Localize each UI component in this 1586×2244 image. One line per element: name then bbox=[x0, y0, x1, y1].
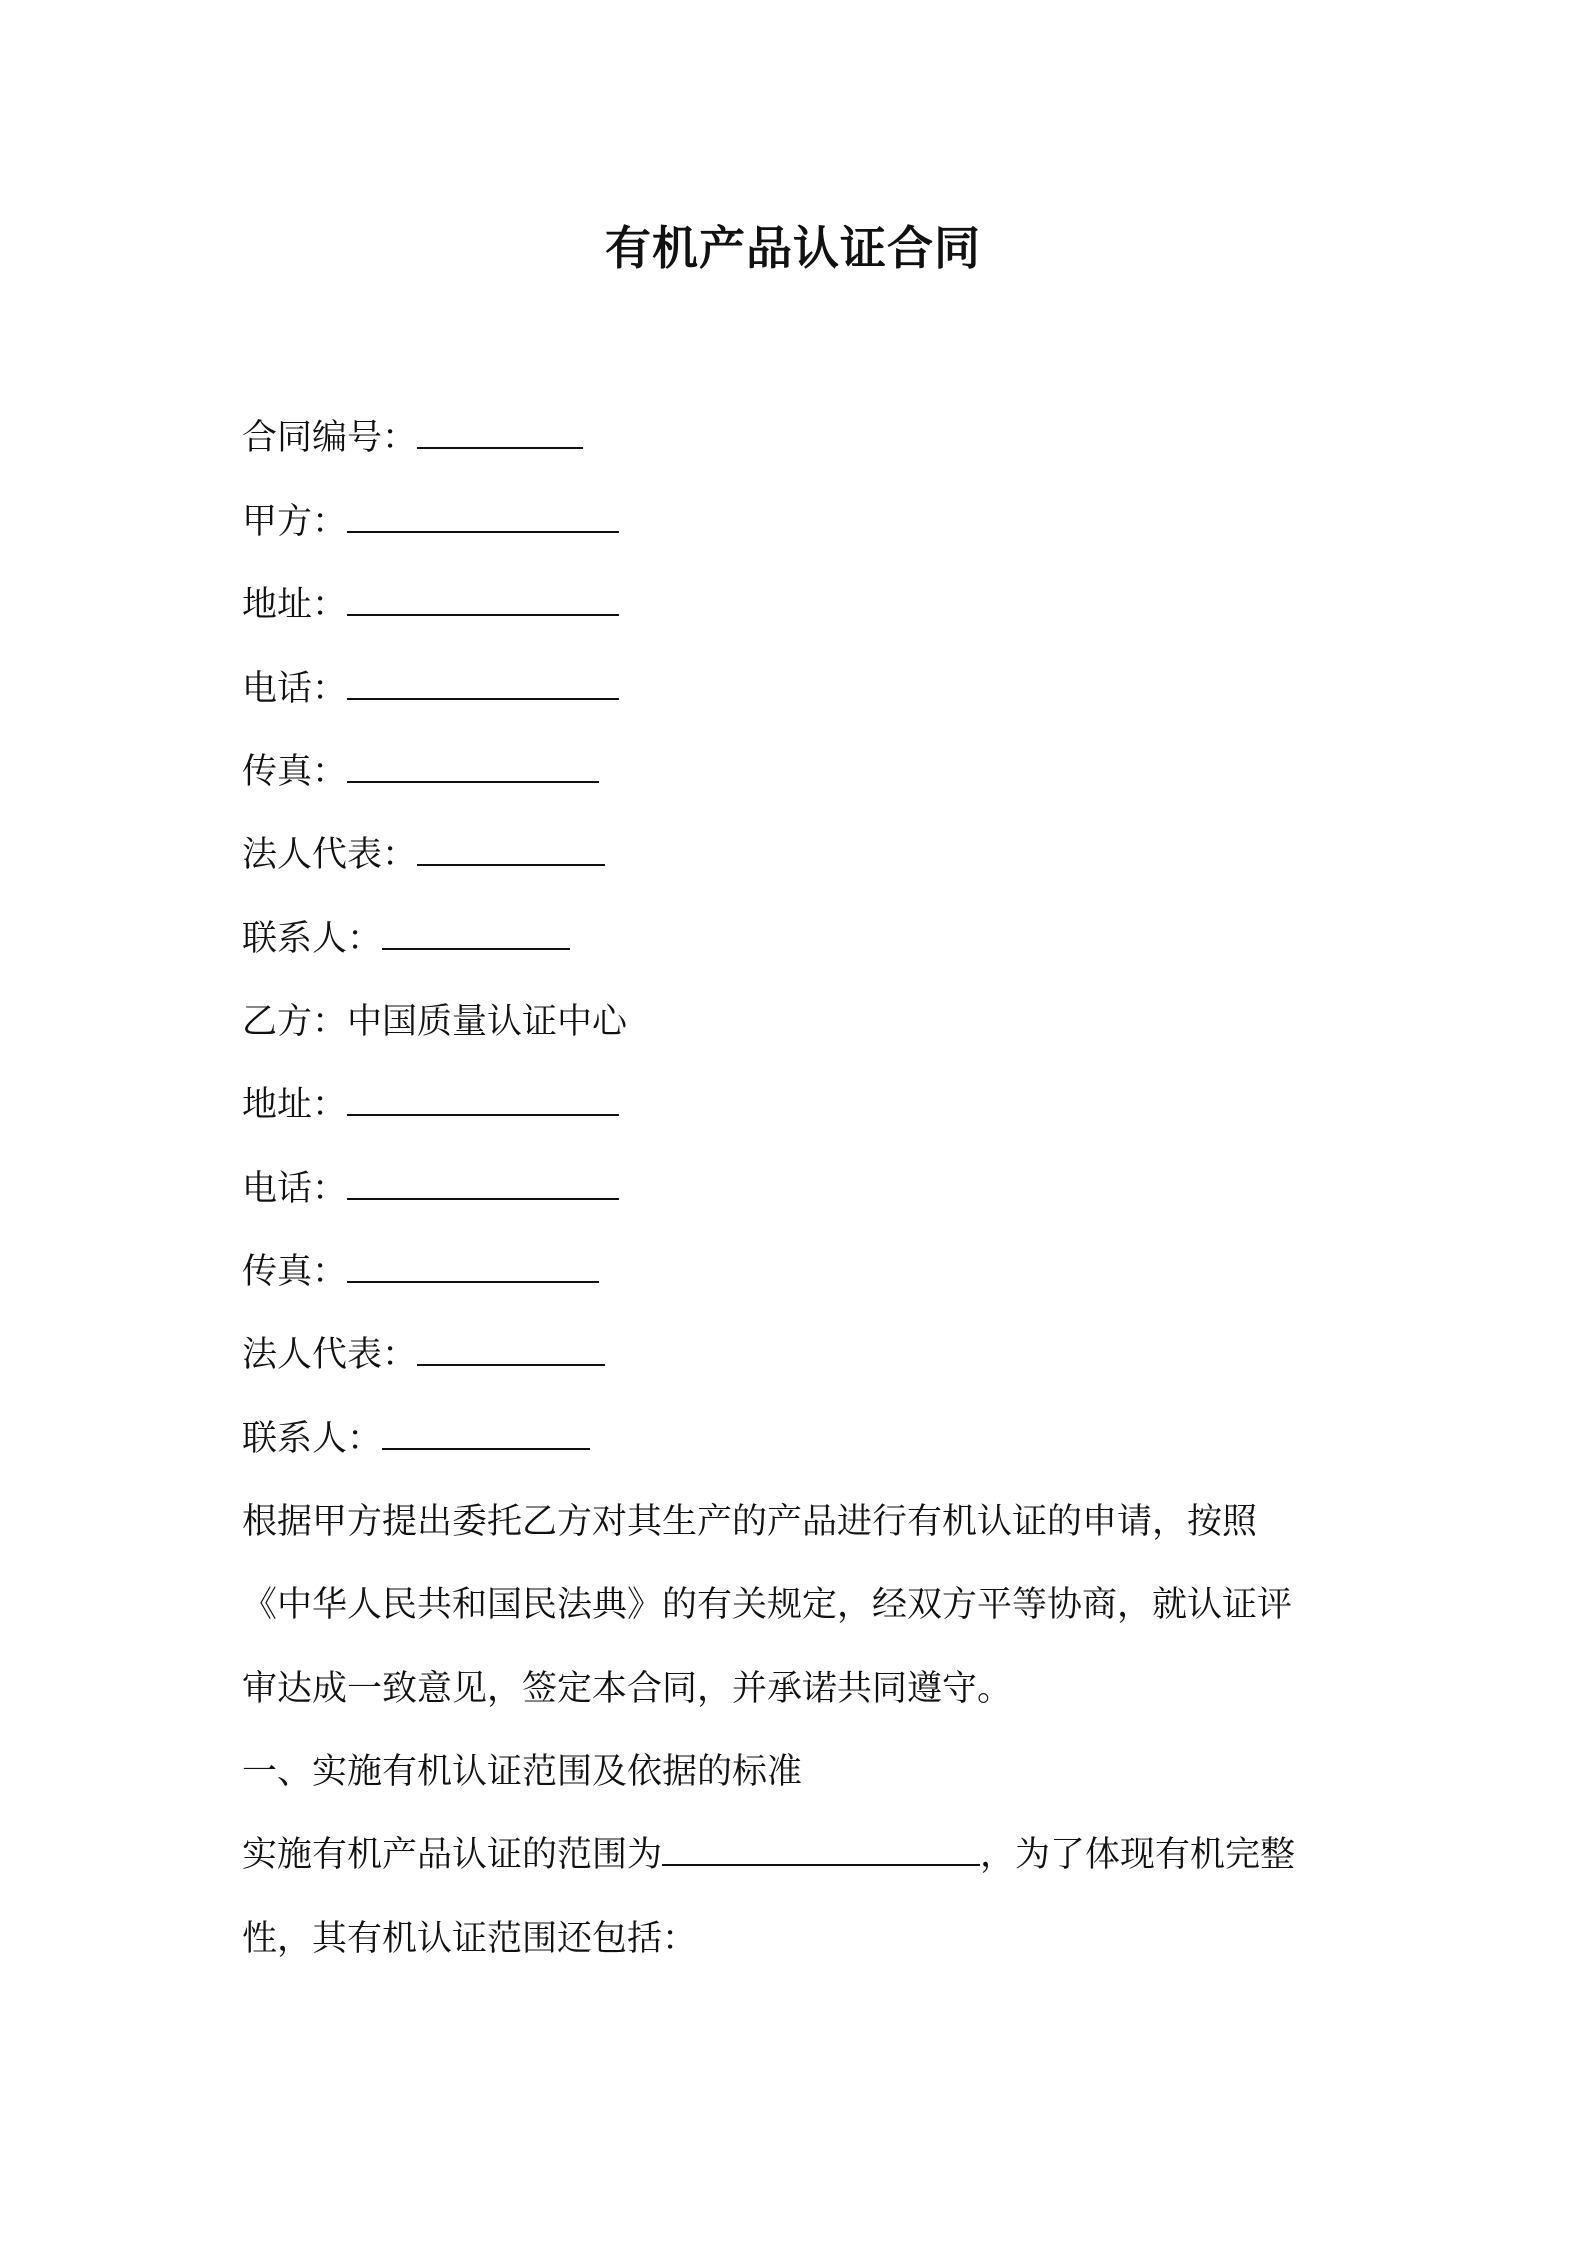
party-a-phone-blank[interactable] bbox=[347, 668, 619, 700]
contract-number-label: 合同编号： bbox=[242, 418, 418, 458]
party-a-legal-rep-blank[interactable] bbox=[417, 834, 605, 866]
party-a-contact-label: 联系人： bbox=[242, 919, 383, 959]
party-a-fax-line bbox=[242, 747, 599, 797]
document-title: 有机产品认证合同 bbox=[605, 221, 981, 275]
party-a-legal-rep-line bbox=[242, 830, 605, 880]
party-b-fax-blank[interactable] bbox=[347, 1251, 599, 1283]
party-b-contact-line bbox=[242, 1414, 590, 1464]
section-1-heading: 一、实施有机认证范围及依据的标准 bbox=[242, 1752, 803, 1792]
party-a-label: 甲方： bbox=[242, 502, 348, 542]
scope-blank[interactable] bbox=[662, 1834, 980, 1866]
party-a-fax-blank[interactable] bbox=[347, 751, 599, 783]
party-b-address-blank[interactable] bbox=[347, 1084, 619, 1116]
preamble-line-3: 审达成一致意见，签定本合同，并承诺共同遵守。 bbox=[242, 1669, 1013, 1709]
party-b-phone-blank[interactable] bbox=[347, 1168, 619, 1200]
scope-prefix: 实施有机产品认证的范围为 bbox=[242, 1835, 663, 1875]
party-a-line bbox=[242, 497, 619, 547]
contract-number-blank[interactable] bbox=[417, 417, 583, 449]
party-b-legal-rep-blank[interactable] bbox=[417, 1334, 605, 1366]
party-b-line bbox=[242, 997, 627, 1047]
party-b-address-label: 地址： bbox=[242, 1085, 348, 1125]
party-b-address-line bbox=[242, 1080, 619, 1130]
scope-line-1 bbox=[242, 1830, 1295, 1880]
party-b-fax-label: 传真： bbox=[242, 1252, 348, 1292]
party-b-phone-line bbox=[242, 1164, 619, 1214]
contract-number-line bbox=[242, 413, 583, 463]
preamble-line-2: 《中华人民共和国民法典》的有关规定，经双方平等协商，就认证评 bbox=[242, 1585, 1293, 1625]
party-a-address-label: 地址： bbox=[242, 585, 348, 625]
preamble-line-1: 根据甲方提出委托乙方对其生产的产品进行有机认证的申请，按照 bbox=[242, 1502, 1258, 1542]
party-a-blank[interactable] bbox=[347, 501, 619, 533]
party-b-phone-label: 电话： bbox=[242, 1169, 348, 1209]
party-b-legal-rep-label: 法人代表： bbox=[242, 1335, 418, 1375]
party-b-contact-blank[interactable] bbox=[382, 1418, 590, 1450]
party-a-contact-blank[interactable] bbox=[382, 918, 570, 950]
party-a-address-blank[interactable] bbox=[347, 584, 619, 616]
party-a-phone-label: 电话： bbox=[242, 669, 348, 709]
party-b-label: 乙方：中国质量认证中心 bbox=[242, 1002, 628, 1042]
party-a-address-line bbox=[242, 580, 619, 630]
party-a-phone-line bbox=[242, 664, 619, 714]
scope-line-2: 性，其有机认证范围还包括： bbox=[242, 1919, 698, 1959]
party-a-legal-rep-label: 法人代表： bbox=[242, 835, 418, 875]
party-a-fax-label: 传真： bbox=[242, 752, 348, 792]
party-b-contact-label: 联系人： bbox=[242, 1419, 383, 1459]
party-b-legal-rep-line bbox=[242, 1330, 605, 1380]
party-b-fax-line bbox=[242, 1247, 599, 1297]
party-a-contact-line bbox=[242, 914, 570, 964]
scope-suffix: ，为了体现有机完整 bbox=[980, 1835, 1296, 1875]
